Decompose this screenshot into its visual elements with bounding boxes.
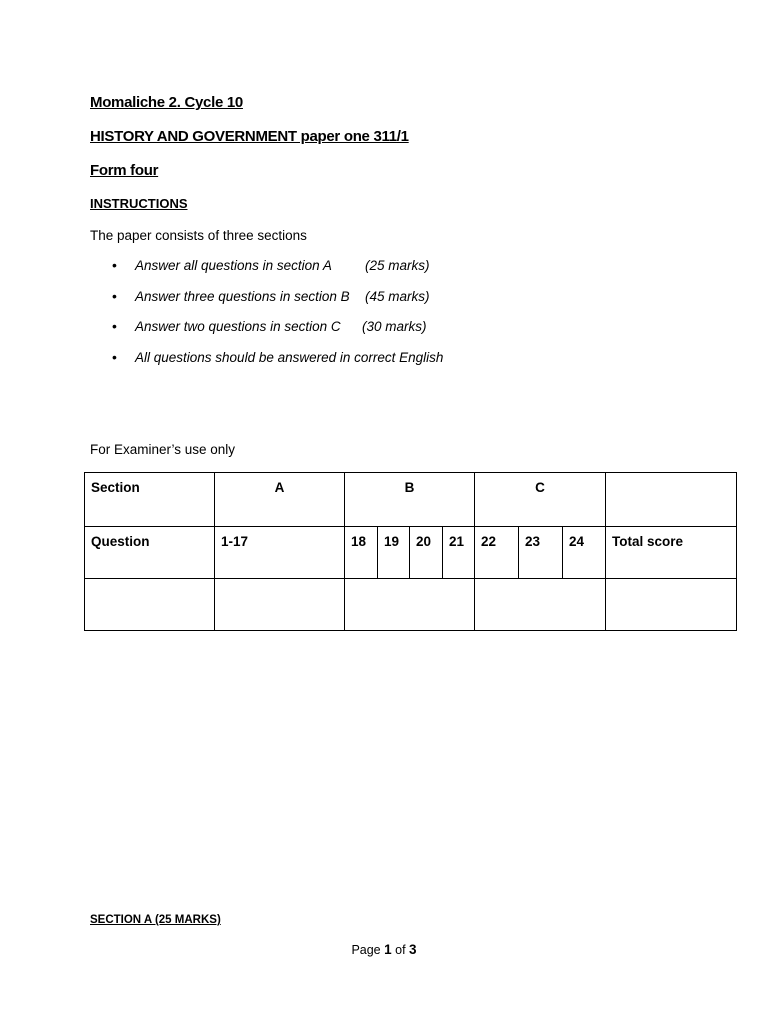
page-prefix: Page	[351, 943, 381, 957]
section-b-cell: B	[345, 473, 475, 527]
score-entry-cell[interactable]	[475, 579, 606, 631]
instruction-list	[112, 258, 443, 380]
page-footer	[0, 942, 768, 957]
examiner-label: For Examiner’s use only	[90, 442, 236, 457]
instruction-item	[112, 350, 443, 381]
score-row	[85, 579, 737, 631]
instruction-marks: (30 marks)	[362, 319, 427, 334]
examiner-score-table	[84, 472, 737, 631]
question-20-cell: 20	[410, 527, 443, 579]
instructions-heading: INSTRUCTIONS	[90, 196, 188, 211]
score-entry-cell[interactable]	[215, 579, 345, 631]
instructions-intro: The paper consists of three sections	[90, 228, 307, 243]
score-entry-cell[interactable]	[85, 579, 215, 631]
page-current: 1	[384, 942, 392, 957]
question-23-cell: 23	[519, 527, 563, 579]
total-score-cell: Total score	[606, 527, 737, 579]
question-row	[85, 527, 737, 579]
instruction-marks: (45 marks)	[365, 288, 430, 304]
form-title: Form four	[90, 162, 159, 179]
question-range-cell: 1-17	[215, 527, 345, 579]
instruction-text: Answer all questions in section A	[135, 258, 332, 273]
instruction-item	[112, 319, 443, 350]
instruction-marks: (25 marks)	[365, 258, 430, 273]
section-a-cell: A	[215, 473, 345, 527]
instruction-text: Answer three questions in section B	[135, 288, 350, 304]
question-header-cell: Question	[85, 527, 215, 579]
question-18-cell: 18	[345, 527, 378, 579]
question-19-cell: 19	[378, 527, 410, 579]
question-21-cell: 21	[443, 527, 475, 579]
instruction-item	[112, 289, 443, 320]
question-22-cell: 22	[475, 527, 519, 579]
instruction-text: All questions should be answered in correct English	[135, 349, 444, 365]
paper-title: HISTORY AND GOVERNMENT paper one 311/1	[90, 128, 409, 145]
section-row	[85, 473, 737, 527]
empty-cell	[606, 473, 737, 527]
page-total: 3	[409, 942, 417, 957]
question-24-cell: 24	[563, 527, 606, 579]
score-entry-cell[interactable]	[345, 579, 475, 631]
section-header-cell: Section	[85, 473, 215, 527]
score-entry-cell[interactable]	[606, 579, 737, 631]
instruction-text: Answer two questions in section C	[135, 319, 341, 334]
page-of: of	[395, 943, 406, 957]
section-c-cell: C	[475, 473, 606, 527]
school-cycle-title: Momaliche 2. Cycle 10	[90, 94, 243, 111]
section-a-heading: SECTION A (25 MARKS)	[90, 914, 221, 926]
instruction-item	[112, 258, 443, 289]
